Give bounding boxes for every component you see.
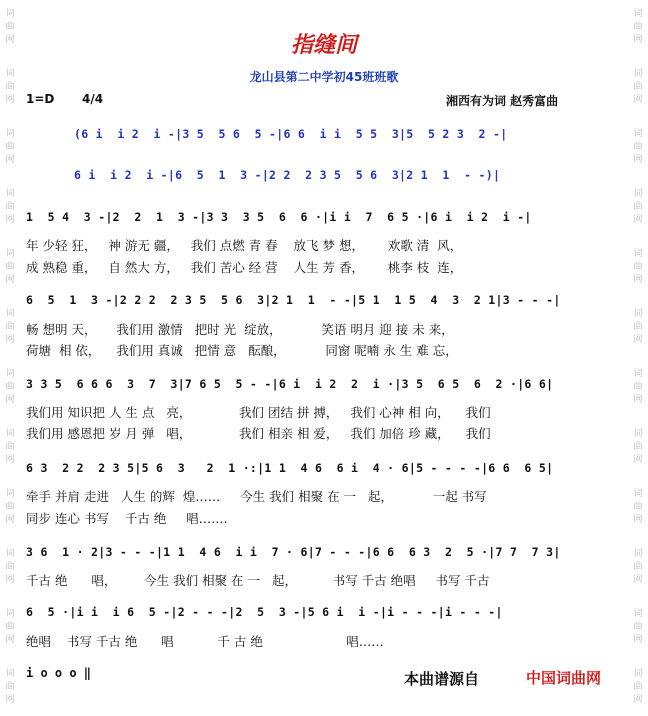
lyric-line: 我们用 感恩把 岁 月 弹 唱， 我们 相亲 相 爱， 我们 加倍 珍 藏， 我们	[26, 426, 491, 441]
watermark-char: 网	[633, 515, 643, 525]
watermark-char: 曲	[633, 442, 643, 452]
watermark-char: 曲	[5, 502, 15, 512]
music-line: 6 5 ·|i i i 6 5 -|2 - - -|2 5 3 -|5 6 i i -|i - - -|i - - -|	[26, 605, 503, 619]
music-line: 3 6 1 · 2|3 - - -|1 1 4 6 i i 7 · 6|7 - - -|6 6 6 3 2 5 ·|7 7 7 3|	[26, 545, 561, 559]
watermark-char: 网	[633, 695, 643, 705]
watermark-char: 词	[5, 369, 15, 379]
watermark-char: 网	[633, 635, 643, 645]
watermark-char: 词	[633, 189, 643, 199]
song-title: 指缝间	[290, 32, 357, 58]
watermark-char: 词	[5, 429, 15, 439]
source-label: 本曲谱源自	[404, 670, 480, 688]
watermark-char: 词	[5, 669, 15, 679]
lyric-line: 同步 连心 书写 千古 绝 唱…….	[26, 511, 228, 526]
watermark-char: 词	[633, 669, 643, 679]
key-signature: 1=D	[26, 92, 55, 106]
watermark-char: 词	[5, 609, 15, 619]
watermark-char: 网	[633, 395, 643, 405]
watermark-char: 词	[633, 489, 643, 499]
watermark-char: 词	[5, 489, 15, 499]
music-line: 6 5 1 3 -|2 2 2 2 3 5 5 6 3|2 1 1 - -|5 1 1 5 4 3 2 1|3 - - -|	[26, 293, 561, 307]
watermark-char: 词	[5, 249, 15, 259]
watermark-char: 词	[633, 309, 643, 319]
watermark-char: 网	[5, 155, 15, 165]
watermark-char: 网	[5, 455, 15, 465]
watermark-char: 曲	[5, 82, 15, 92]
watermark-char: 网	[5, 575, 15, 585]
song-subtitle: 龙山县第二中学初45班班歌	[249, 70, 399, 84]
watermark-char: 曲	[5, 322, 15, 332]
watermark-char: 网	[5, 635, 15, 645]
lyric-line: 年 少轻 狂， 神 游无 疆， 我们 点燃 青 春 放飞 梦 想， 欢歌 清 风，	[26, 238, 463, 253]
watermark-char: 词	[633, 549, 643, 559]
watermark-char: 网	[5, 335, 15, 345]
watermark-char: 曲	[5, 202, 15, 212]
watermark-right	[630, 0, 646, 716]
watermark-char: 词	[633, 69, 643, 79]
lyric-line: 绝唱 书写 千古 绝 唱 千 古 绝 唱……	[26, 634, 384, 649]
lyric-line: 千古 绝 唱， 今生 我们 相聚 在 一 起， 书写 千古 绝唱 书写 千古	[26, 573, 490, 588]
watermark-char: 曲	[5, 562, 15, 572]
music-line: 1 5 4 3 -|2 2 1 3 -|3 3 3 5 6 6 ·|i i 7 6 5 ·|6 i i 2 i -|	[26, 210, 532, 224]
watermark-char: 曲	[633, 502, 643, 512]
watermark-char: 网	[5, 275, 15, 285]
watermark-left	[2, 0, 18, 716]
watermark-char: 曲	[633, 22, 643, 32]
watermark-char: 曲	[633, 322, 643, 332]
watermark-char: 词	[5, 9, 15, 19]
watermark-char: 网	[633, 275, 643, 285]
watermark-char: 网	[5, 215, 15, 225]
watermark-char: 词	[633, 249, 643, 259]
intro-line: 6 i i 2 i -|6 5 1 3 -|2 2 2 3 5 5 6 3|2 1 1 - -)|	[74, 168, 501, 182]
watermark-char: 曲	[633, 142, 643, 152]
watermark-char: 曲	[633, 682, 643, 692]
watermark-char: 网	[633, 455, 643, 465]
watermark-char: 词	[633, 609, 643, 619]
lyric-line: 荷塘 相 依， 我们用 真诚 把情 意 酝酿， 同窗 呢喃 永 生 难 忘，	[26, 343, 458, 358]
watermark-char: 网	[633, 575, 643, 585]
watermark-char: 网	[633, 335, 643, 345]
watermark-char: 网	[633, 155, 643, 165]
music-line: 6 3 2 2 2 3 5|5 6 3 2 1 ·:|1 1 4 6 6 i 4 · 6|5 - - - -|6 6 6 5|	[26, 461, 554, 475]
watermark-char: 曲	[5, 382, 15, 392]
watermark-char: 曲	[633, 202, 643, 212]
ending-notes: i o o o ‖	[26, 666, 92, 680]
watermark-char: 词	[5, 549, 15, 559]
watermark-char: 网	[5, 515, 15, 525]
watermark-char: 曲	[633, 82, 643, 92]
site-name[interactable]: 中国词曲网	[526, 669, 602, 687]
watermark-char: 词	[633, 429, 643, 439]
lyric-line: 我们用 知识把 人 生 点 亮， 我们 团结 拼 搏， 我们 心神 相 向， 我们	[26, 405, 491, 420]
watermark-char: 曲	[5, 22, 15, 32]
watermark-char: 曲	[633, 382, 643, 392]
watermark-char: 曲	[633, 562, 643, 572]
watermark-char: 曲	[5, 442, 15, 452]
watermark-char: 网	[633, 95, 643, 105]
lyric-line: 畅 想明 天， 我们用 激情 把时 光 绽放， 笑语 明月 迎 接 未 来，	[26, 322, 454, 337]
watermark-char: 曲	[5, 142, 15, 152]
watermark-char: 词	[5, 69, 15, 79]
watermark-char: 词	[5, 189, 15, 199]
watermark-char: 曲	[633, 622, 643, 632]
watermark-char: 网	[633, 215, 643, 225]
watermark-char: 词	[633, 369, 643, 379]
credits: 湘西有为词 赵秀富曲	[446, 94, 559, 108]
watermark-char: 曲	[633, 262, 643, 272]
watermark-char: 词	[5, 309, 15, 319]
watermark-char: 词	[5, 129, 15, 139]
watermark-char: 网	[5, 695, 15, 705]
watermark-char: 曲	[5, 262, 15, 272]
lyric-line: 成 熟稳 重， 自 然大 方， 我们 苦心 经 营 人生 芳 香， 桃李 枝 连，	[26, 260, 463, 275]
time-signature: 4/4	[82, 92, 104, 106]
watermark-char: 网	[5, 35, 15, 45]
watermark-char: 网	[633, 35, 643, 45]
watermark-char: 词	[633, 9, 643, 19]
watermark-char: 词	[633, 129, 643, 139]
watermark-char: 网	[5, 95, 15, 105]
music-line: 3 3 5 6 6 6 3 7 3|7 6 5 5 - -|6 i i 2 2 i ·|3 5 6 5 6 2 ·|6 6|	[26, 377, 554, 391]
lyric-line: 牵手 并肩 走进 人生 的辉 煌…… 今生 我们 相聚 在 一 起， 一起 书写	[26, 489, 487, 504]
intro-line: (6 i i 2 i -|3 5 5 6 5 -|6 6 i i 5 5 3|5 5 2 3 2 -|	[74, 127, 508, 141]
watermark-char: 网	[5, 395, 15, 405]
watermark-char: 曲	[5, 622, 15, 632]
watermark-char: 曲	[5, 682, 15, 692]
